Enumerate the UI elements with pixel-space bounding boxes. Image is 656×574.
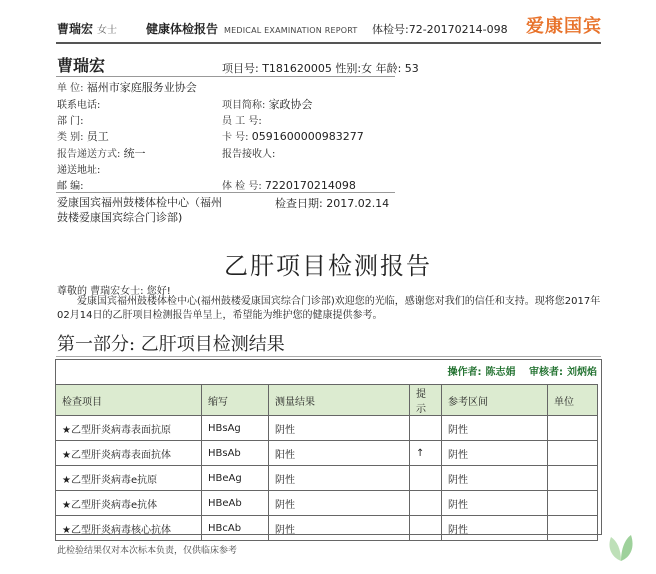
cell-item: ★乙型肝炎病毒表面抗原: [56, 416, 202, 441]
address-label: 递送地址:: [57, 165, 101, 176]
cell-result: 阳性: [269, 441, 410, 466]
header-hint: 提示: [410, 385, 442, 416]
table-row: [56, 466, 598, 491]
reviewer-name: 刘炳焰: [567, 367, 597, 378]
cell-abbr: HBcAb: [202, 516, 269, 541]
footer-note: 此检验结果仅对本次标本负责，仅供临床参考: [57, 546, 238, 556]
table-row: [56, 516, 598, 541]
unit-value: 福州市家庭服务业协会: [86, 81, 197, 94]
cell-unit: [548, 441, 598, 466]
section-title: 第一部分: 乙肝项目检测结果: [57, 334, 285, 355]
project-name-value: 家政协会: [268, 98, 313, 111]
delivery-value: 统一: [123, 147, 146, 160]
table-row: [56, 416, 598, 441]
cell-unit: [548, 491, 598, 516]
zip-label: 邮 编:: [57, 181, 84, 192]
cell-abbr: HBeAb: [202, 491, 269, 516]
patient-name: 曹瑞宏: [57, 56, 106, 75]
header-result: 测量结果: [269, 385, 410, 416]
delivery-row: 报告递送方式: 统一: [57, 147, 146, 160]
type-value: 员工: [86, 130, 109, 143]
intro-paragraph: 爱康国宾福州鼓楼体检中心(福州鼓楼爱康国宾综合门诊部)欢迎您的光临，感谢您对我们的信任和支持。现将您2017年02月14日的乙肝项目检测报告单呈上，希望能为维护您的健康提供参考。: [57, 296, 601, 321]
project-name-row: 项目简称: 家政协会: [222, 98, 313, 111]
results-table-container: [55, 359, 602, 535]
header-reference: 参考区间: [442, 385, 548, 416]
checkno-row: 体 检 号: 7220170214098: [222, 179, 356, 192]
section-divider: [56, 356, 601, 357]
cell-hint: [410, 516, 442, 541]
cell-reference: 阴性: [442, 491, 548, 516]
header-unit: 单位: [548, 385, 598, 416]
cell-abbr: HBsAg: [202, 416, 269, 441]
greeting: 尊敬的 曹瑞宏女士: 您好!: [57, 286, 171, 297]
cell-unit: [548, 516, 598, 541]
header-title-en: MEDICAL EXAMINATION REPORT: [224, 26, 358, 35]
results-table: [55, 384, 598, 541]
cell-item: ★乙型肝炎病毒e抗原: [56, 466, 202, 491]
cell-hint: [410, 466, 442, 491]
leaf-logo-icon: [603, 527, 639, 563]
card-row: 卡 号: 0591600000983277: [222, 130, 364, 143]
cell-item: ★乙型肝炎病毒表面抗体: [56, 441, 202, 466]
header-item: 检查项目: [56, 385, 202, 416]
header-exam-number: 体检号:72-20170214-098: [372, 23, 508, 36]
emp-label: 员 工 号:: [222, 116, 262, 127]
table-row: [56, 441, 598, 466]
cell-abbr: HBeAg: [202, 466, 269, 491]
header-divider: [56, 42, 601, 44]
header-title-group: [146, 20, 358, 37]
cell-reference: 阴性: [442, 466, 548, 491]
cell-hint: [410, 491, 442, 516]
cell-reference: 阴性: [442, 441, 548, 466]
table-header-row: [56, 385, 598, 416]
table-row: [56, 491, 598, 516]
dept-label: 部 门:: [57, 116, 84, 127]
brand-logo-text: 爱康国宾: [526, 16, 602, 37]
checkno-value: 7220170214098: [264, 179, 356, 192]
info-divider-bottom: [56, 192, 395, 193]
cell-result: 阴性: [269, 466, 410, 491]
cell-abbr: HBsAb: [202, 441, 269, 466]
report-title: 乙肝项目检测报告: [224, 252, 432, 280]
cell-result: 阴性: [269, 416, 410, 441]
cell-unit: [548, 416, 598, 441]
operator-name: 陈志娟: [485, 367, 516, 378]
cell-reference: 阴性: [442, 516, 548, 541]
header-abbr: 缩写: [202, 385, 269, 416]
cell-hint: ↑: [410, 441, 442, 466]
cell-result: 阴性: [269, 516, 410, 541]
receiver-label: 报告接收人:: [222, 149, 276, 160]
type-row: 类 别: 员工: [57, 130, 109, 143]
unit-row: 单 位: 福州市家庭服务业协会: [57, 81, 197, 94]
cell-hint: [410, 416, 442, 441]
center-name: 爱康国宾福州鼓楼体检中心（福州鼓楼爱康国宾综合门诊部): [57, 196, 222, 224]
check-date: 检查日期: 2017.02.14: [275, 197, 390, 210]
header-patient-name: 曹瑞宏 女士: [57, 22, 118, 36]
cell-item: ★乙型肝炎病毒e抗体: [56, 491, 202, 516]
card-value: 0591600000983277: [251, 130, 364, 143]
cell-reference: 阴性: [442, 416, 548, 441]
header-gender: 女士: [97, 25, 118, 36]
project-line: 项目号: T181620005 性别:女 年龄: 53: [222, 62, 419, 75]
phone-label: 联系电话:: [57, 100, 101, 111]
header-title: 健康体检报告: [146, 22, 219, 36]
operators-line: 操作者: 陈志娟 审核者: 刘炳焰: [447, 367, 597, 378]
cell-unit: [548, 466, 598, 491]
cell-item: ★乙型肝炎病毒核心抗体: [56, 516, 202, 541]
cell-result: 阴性: [269, 491, 410, 516]
info-divider-top: [56, 76, 395, 77]
